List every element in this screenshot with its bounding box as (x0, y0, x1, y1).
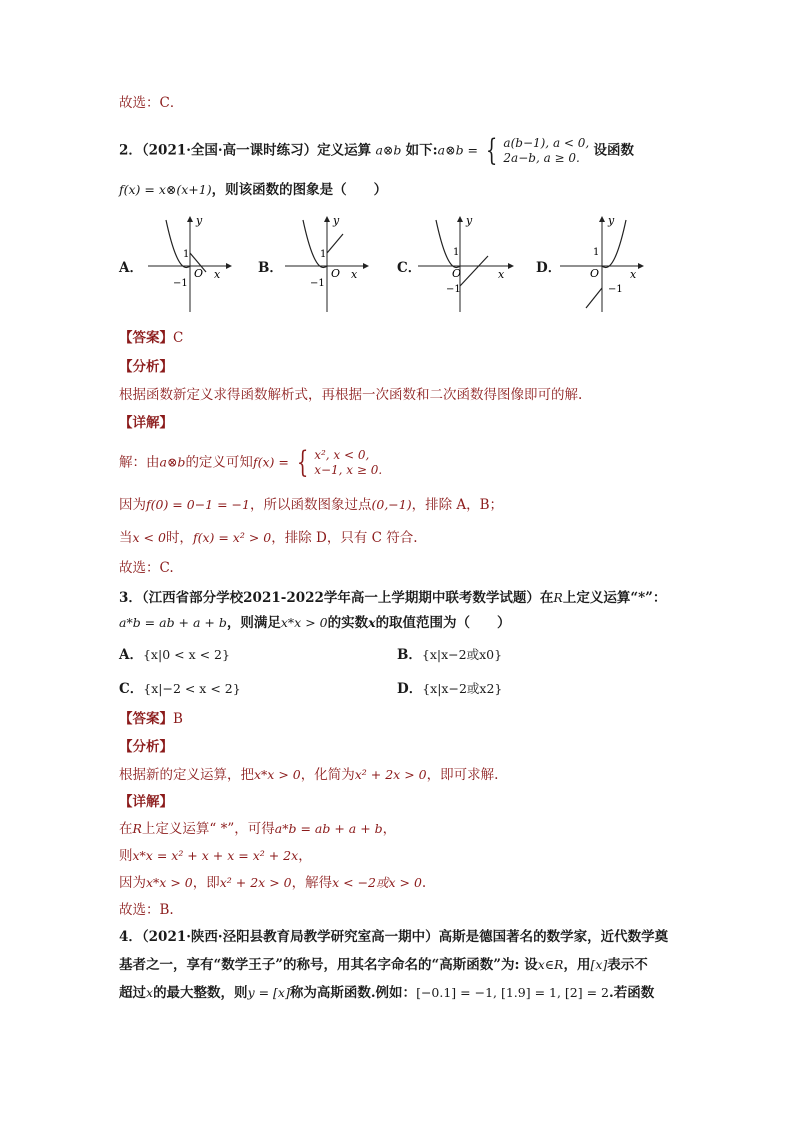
q2-option-d-label[interactable]: D． (536, 260, 562, 276)
graph-d-origin: O (590, 267, 600, 280)
q3-option-b[interactable]: B．{x|x−2或x0} (397, 647, 503, 663)
graph-d-x-label: x (630, 268, 637, 281)
q2-text-b: 如下: (405, 142, 438, 159)
q3-line2: a*b = ab + a + b，则满足x*x > 0的实数x的取值范围为（ ） (119, 615, 511, 631)
q2-text-c: 设函数 (593, 142, 635, 159)
q2-op: a⊗b (375, 142, 402, 158)
q2-text-d: ，则该函数的图象是（ ） (211, 182, 388, 198)
graph-a-x-label: x (214, 268, 221, 281)
graph-b-one: 1 (320, 249, 327, 260)
graph-b-neg-one: −1 (310, 278, 325, 289)
prev-answer: 故选：C． (119, 95, 184, 111)
graph-a-y-label: y (196, 214, 203, 227)
q2-analysis: 根据函数新定义求得函数解析式，再根据一次函数和二次函数得图像即可的解. (119, 387, 583, 403)
graph-b-icon[interactable] (285, 212, 375, 312)
graph-a-icon[interactable] (148, 212, 238, 312)
graph-d-one: 1 (593, 247, 600, 258)
q2-answer (119, 328, 183, 348)
q2-text: 定义运算 (317, 142, 372, 159)
graph-d-icon[interactable] (560, 212, 650, 312)
q3-detail-2: 则x*x = x² + x + x = x² + 2x， (119, 848, 312, 864)
q2-func: f(x) = x⊗(x+1) (119, 182, 212, 197)
q2-option-b-label[interactable]: B． (258, 260, 283, 276)
graph-c-icon[interactable] (418, 212, 518, 312)
q2-detail-case1: x², x < 0, (314, 448, 370, 462)
q2-detail-tag: 【详解】 (119, 415, 173, 431)
graph-c-y-label: y (466, 214, 473, 227)
graph-d-neg-one: −1 (608, 284, 623, 295)
q2-detail-2: 因为f(0) = 0−1 = −1，所以函数图象过点(0,−1)，排除 A，B； (119, 497, 504, 513)
graph-b-y-label: y (333, 214, 340, 227)
graph-c-neg-one: −1 (446, 284, 461, 295)
q2-detail-case2: x−1, x ≥ 0. (314, 463, 383, 477)
q3-header: 3．（江西省部分学校2021-2022学年高一上学期期中联考数学试题）在R上定义运算“*”： (119, 590, 667, 606)
q3-option-a[interactable]: A．{x|0 < x < 2} (119, 647, 230, 663)
q2-detail-3: 当x < 0时，f(x) = x² > 0，排除 D，只有 C 符合. (119, 530, 418, 546)
q3-detail-tag: 【详解】 (119, 794, 173, 810)
graph-c-x-label: x (498, 268, 505, 281)
q2-header (119, 133, 635, 168)
graph-c-one: 1 (453, 247, 460, 258)
graph-c-origin: O (452, 267, 462, 280)
q2-answer-tag: 【答案】 (119, 330, 173, 346)
q3-detail-1: 在R上定义运算“ *”，可得a*b = ab + a + b， (119, 821, 397, 837)
graph-a-neg-one: −1 (173, 278, 188, 289)
graph-b-origin: O (331, 267, 341, 280)
graph-b-x-label: x (351, 268, 358, 281)
q2-source: （2021·全国·高一课时练习） (141, 142, 318, 159)
q3-option-c[interactable]: C．{x|−2 < x < 2} (119, 681, 241, 697)
graph-d-y-label: y (608, 214, 615, 227)
q2-option-c-label[interactable]: C． (397, 260, 422, 276)
q3-option-d[interactable]: D．{x|x−2或x2} (397, 681, 503, 697)
q3-analysis-tag: 【分析】 (119, 739, 173, 755)
q2-func-line (119, 180, 387, 200)
q3-analysis: 根据新的定义运算，把x*x > 0，化简为x² + 2x > 0，即可求解. (119, 767, 499, 783)
q2-case1: a(b−1), a < 0, (503, 136, 590, 150)
q4-line3: 超过x的最大整数，则y = [x]称为高斯函数.例如：[−0.1] = −1, [1.9] = 1, [2] = 2.若函数 (119, 985, 655, 1001)
graph-a-origin: O (194, 267, 204, 280)
q3-answer: 【答案】B (119, 711, 183, 727)
q3-detail-3: 因为x*x > 0，即x² + 2x > 0，解得x < −2或x > 0. (119, 875, 427, 891)
q3-final: 故选：B. (119, 902, 174, 918)
q2-number: 2． (119, 142, 142, 159)
q4-line1: 4．（2021·陕西·泾阳县教育局教学研究室高一期中）高斯是德国著名的数学家，近代数学奠 (119, 929, 669, 945)
q2-def-cases: { a(b−1), a < 0, 2a−b, a ≥ 0. (486, 133, 590, 168)
q2-analysis-tag: 【分析】 (119, 359, 173, 375)
graph-a-one: 1 (183, 249, 190, 260)
q2-def-lhs: a⊗b = (437, 142, 479, 158)
q2-answer-value: C (173, 330, 184, 346)
q2-case2: 2a−b, a ≥ 0. (503, 151, 580, 165)
q2-option-a-label[interactable]: A． (119, 260, 143, 276)
q2-final: 故选：C. (119, 560, 174, 576)
q4-line2: 基者之一，享有“数学王子”的称号，用其名字命名的“高斯函数”为: 设x∈R，用[x]表示不 (119, 957, 648, 973)
q2-detail-1: 解：由a⊗b的定义可知f(x) = { x², x < 0, x−1, x ≥ 0. (119, 445, 383, 480)
